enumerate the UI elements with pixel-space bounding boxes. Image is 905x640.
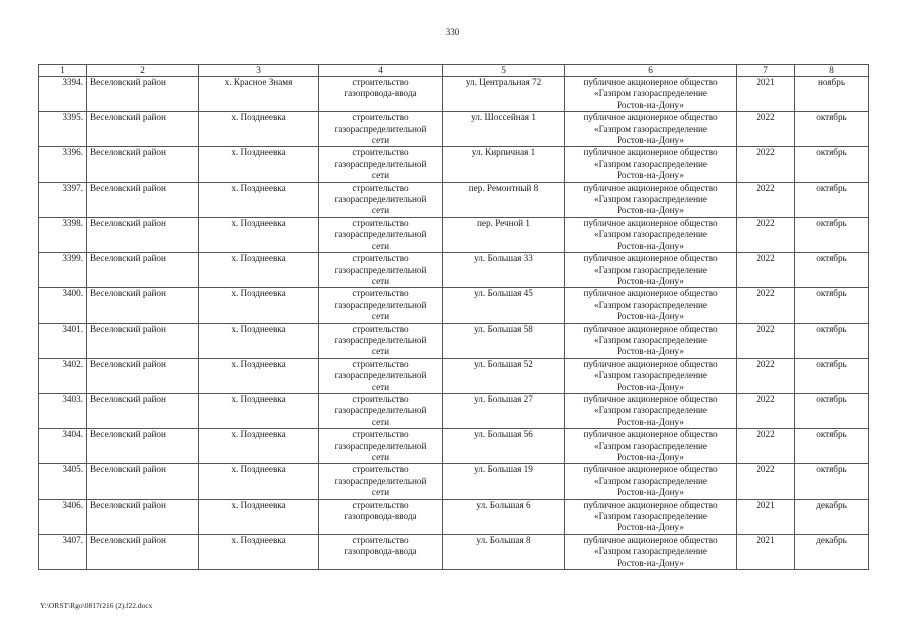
- month-cell: октябрь: [795, 358, 869, 393]
- row-number-cell: 3405.: [39, 464, 87, 499]
- district-cell: Веселовский район: [87, 393, 199, 428]
- table-row: [39, 464, 869, 499]
- district-cell: Веселовский район: [87, 534, 199, 569]
- row-number-cell: 3395.: [39, 112, 87, 147]
- locality-cell: х. Позднеевка: [199, 182, 319, 217]
- organization-cell: публичное акционерное общество «Газпром газораспределение Ростов-на-Дону»: [565, 217, 737, 252]
- row-number-cell: 3400.: [39, 288, 87, 323]
- month-cell: октябрь: [795, 429, 869, 464]
- year-cell: 2021: [737, 534, 795, 569]
- column-header: 3: [199, 65, 319, 77]
- row-number-cell: 3407.: [39, 534, 87, 569]
- row-number-cell: 3396.: [39, 147, 87, 182]
- district-cell: Веселовский район: [87, 77, 199, 112]
- table-row: [39, 77, 869, 112]
- work-type-cell: строительство газораспределительной сети: [319, 358, 443, 393]
- column-header: 4: [319, 65, 443, 77]
- locality-cell: х. Позднеевка: [199, 323, 319, 358]
- column-header: 7: [737, 65, 795, 77]
- row-number-cell: 3404.: [39, 429, 87, 464]
- row-number-cell: 3394.: [39, 77, 87, 112]
- year-cell: 2022: [737, 358, 795, 393]
- organization-cell: публичное акционерное общество «Газпром газораспределение Ростов-на-Дону»: [565, 499, 737, 534]
- organization-cell: публичное акционерное общество «Газпром газораспределение Ростов-на-Дону»: [565, 358, 737, 393]
- work-type-cell: строительство газораспределительной сети: [319, 464, 443, 499]
- address-cell: пер. Ремонтный 8: [443, 182, 565, 217]
- locality-cell: х. Позднеевка: [199, 429, 319, 464]
- district-cell: Веселовский район: [87, 217, 199, 252]
- column-header: 8: [795, 65, 869, 77]
- address-cell: ул. Большая 58: [443, 323, 565, 358]
- address-cell: пер. Речной 1: [443, 217, 565, 252]
- year-cell: 2022: [737, 147, 795, 182]
- locality-cell: х. Позднеевка: [199, 112, 319, 147]
- organization-cell: публичное акционерное общество «Газпром газораспределение Ростов-на-Дону»: [565, 534, 737, 569]
- address-cell: ул. Большая 56: [443, 429, 565, 464]
- column-number-row: [39, 65, 869, 77]
- table-row: [39, 358, 869, 393]
- district-cell: Веселовский район: [87, 182, 199, 217]
- year-cell: 2021: [737, 499, 795, 534]
- table-row: [39, 499, 869, 534]
- table-row: [39, 112, 869, 147]
- district-cell: Веселовский район: [87, 499, 199, 534]
- row-number-cell: 3397.: [39, 182, 87, 217]
- organization-cell: публичное акционерное общество «Газпром газораспределение Ростов-на-Дону»: [565, 112, 737, 147]
- address-cell: ул. Большая 33: [443, 253, 565, 288]
- district-cell: Веселовский район: [87, 323, 199, 358]
- year-cell: 2022: [737, 253, 795, 288]
- footer-file-path: Y:\ORST\Rgo\0817r216 (2).f22.docx: [40, 601, 153, 610]
- page-number: 330: [445, 27, 460, 37]
- table-row: [39, 429, 869, 464]
- organization-cell: публичное акционерное общество «Газпром газораспределение Ростов-на-Дону»: [565, 77, 737, 112]
- organization-cell: публичное акционерное общество «Газпром газораспределение Ростов-на-Дону»: [565, 147, 737, 182]
- row-number-cell: 3401.: [39, 323, 87, 358]
- district-cell: Веселовский район: [87, 358, 199, 393]
- work-type-cell: строительство газораспределительной сети: [319, 393, 443, 428]
- year-cell: 2022: [737, 217, 795, 252]
- work-type-cell: строительство газораспределительной сети: [319, 288, 443, 323]
- year-cell: 2022: [737, 323, 795, 358]
- year-cell: 2022: [737, 429, 795, 464]
- row-number-cell: 3398.: [39, 217, 87, 252]
- district-cell: Веселовский район: [87, 112, 199, 147]
- district-cell: Веселовский район: [87, 429, 199, 464]
- work-type-cell: строительство газопровода-ввода: [319, 77, 443, 112]
- row-number-cell: 3399.: [39, 253, 87, 288]
- month-cell: ноябрь: [795, 77, 869, 112]
- locality-cell: х. Позднеевка: [199, 534, 319, 569]
- locality-cell: х. Позднеевка: [199, 499, 319, 534]
- month-cell: октябрь: [795, 323, 869, 358]
- organization-cell: публичное акционерное общество «Газпром газораспределение Ростов-на-Дону»: [565, 253, 737, 288]
- year-cell: 2022: [737, 112, 795, 147]
- work-type-cell: строительство газопровода-ввода: [319, 534, 443, 569]
- year-cell: 2022: [737, 464, 795, 499]
- district-cell: Веселовский район: [87, 147, 199, 182]
- address-cell: ул. Большая 52: [443, 358, 565, 393]
- address-cell: ул. Центральная 72: [443, 77, 565, 112]
- work-type-cell: строительство газораспределительной сети: [319, 112, 443, 147]
- work-type-cell: строительство газораспределительной сети: [319, 253, 443, 288]
- work-type-cell: строительство газораспределительной сети: [319, 147, 443, 182]
- address-cell: ул. Большая 8: [443, 534, 565, 569]
- year-cell: 2021: [737, 77, 795, 112]
- district-cell: Веселовский район: [87, 253, 199, 288]
- organization-cell: публичное акционерное общество «Газпром газораспределение Ростов-на-Дону»: [565, 288, 737, 323]
- month-cell: декабрь: [795, 534, 869, 569]
- row-number-cell: 3406.: [39, 499, 87, 534]
- locality-cell: х. Позднеевка: [199, 253, 319, 288]
- year-cell: 2022: [737, 393, 795, 428]
- district-cell: Веселовский район: [87, 288, 199, 323]
- table-row: [39, 253, 869, 288]
- locality-cell: х. Позднеевка: [199, 393, 319, 428]
- table-row: [39, 393, 869, 428]
- work-type-cell: строительство газораспределительной сети: [319, 429, 443, 464]
- address-cell: ул. Большая 45: [443, 288, 565, 323]
- district-cell: Веселовский район: [87, 464, 199, 499]
- month-cell: октябрь: [795, 253, 869, 288]
- month-cell: октябрь: [795, 112, 869, 147]
- year-cell: 2022: [737, 182, 795, 217]
- table-row: [39, 147, 869, 182]
- work-type-cell: строительство газораспределительной сети: [319, 323, 443, 358]
- organization-cell: публичное акционерное общество «Газпром газораспределение Ростов-на-Дону»: [565, 182, 737, 217]
- column-header: 1: [39, 65, 87, 77]
- table-row: [39, 534, 869, 569]
- address-cell: ул. Большая 19: [443, 464, 565, 499]
- month-cell: октябрь: [795, 288, 869, 323]
- year-cell: 2022: [737, 288, 795, 323]
- locality-cell: х. Позднеевка: [199, 147, 319, 182]
- locality-cell: х. Позднеевка: [199, 217, 319, 252]
- column-header: 2: [87, 65, 199, 77]
- work-type-cell: строительство газораспределительной сети: [319, 182, 443, 217]
- address-cell: ул. Большая 27: [443, 393, 565, 428]
- column-header: 6: [565, 65, 737, 77]
- month-cell: октябрь: [795, 217, 869, 252]
- column-header: 5: [443, 65, 565, 77]
- organization-cell: публичное акционерное общество «Газпром газораспределение Ростов-на-Дону»: [565, 323, 737, 358]
- locality-cell: х. Позднеевка: [199, 464, 319, 499]
- address-cell: ул. Кирпичная 1: [443, 147, 565, 182]
- address-cell: ул. Шоссейная 1: [443, 112, 565, 147]
- work-type-cell: строительство газораспределительной сети: [319, 217, 443, 252]
- locality-cell: х. Позднеевка: [199, 288, 319, 323]
- table-row: [39, 288, 869, 323]
- month-cell: декабрь: [795, 499, 869, 534]
- month-cell: октябрь: [795, 182, 869, 217]
- month-cell: октябрь: [795, 393, 869, 428]
- table-row: [39, 323, 869, 358]
- registry-table: [38, 64, 869, 570]
- month-cell: октябрь: [795, 464, 869, 499]
- table-row: [39, 217, 869, 252]
- work-type-cell: строительство газопровода-ввода: [319, 499, 443, 534]
- row-number-cell: 3403.: [39, 393, 87, 428]
- organization-cell: публичное акционерное общество «Газпром газораспределение Ростов-на-Дону»: [565, 464, 737, 499]
- month-cell: октябрь: [795, 147, 869, 182]
- row-number-cell: 3402.: [39, 358, 87, 393]
- address-cell: ул. Большая 6: [443, 499, 565, 534]
- organization-cell: публичное акционерное общество «Газпром газораспределение Ростов-на-Дону»: [565, 429, 737, 464]
- organization-cell: публичное акционерное общество «Газпром газораспределение Ростов-на-Дону»: [565, 393, 737, 428]
- locality-cell: х. Красное Знамя: [199, 77, 319, 112]
- locality-cell: х. Позднеевка: [199, 358, 319, 393]
- table-row: [39, 182, 869, 217]
